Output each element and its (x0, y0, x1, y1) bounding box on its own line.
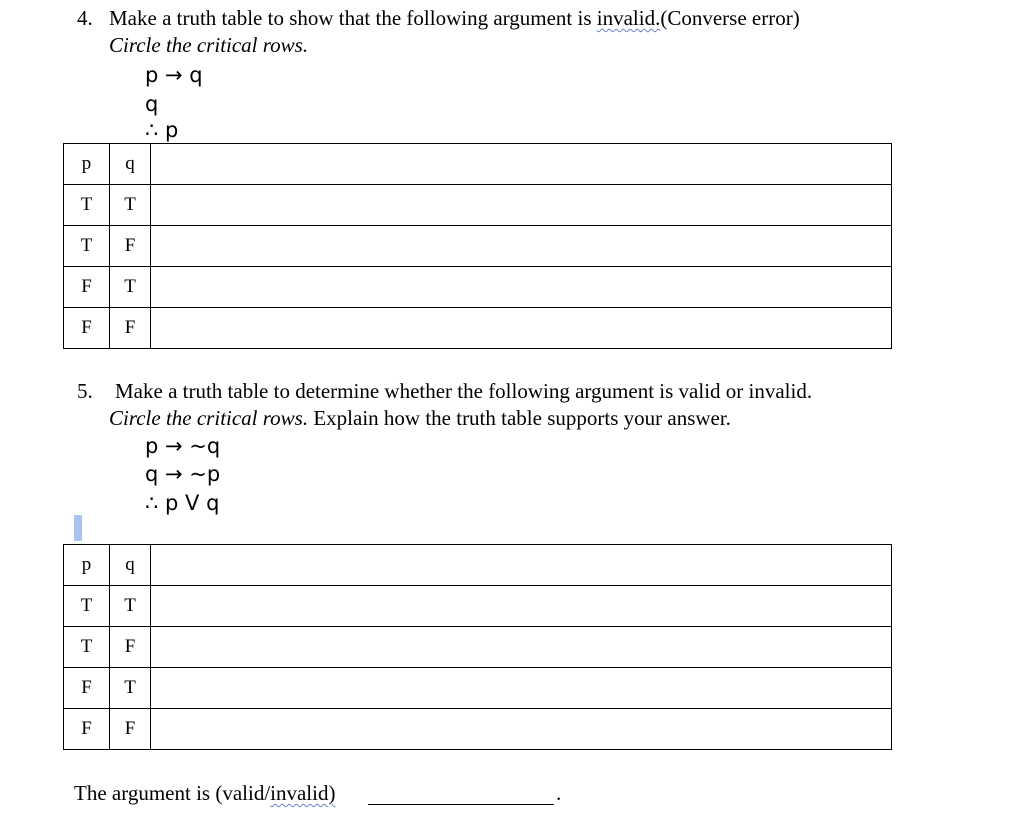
cell-p: F (64, 267, 110, 308)
q4-question-text: Make a truth table to show that the following argument is (109, 6, 597, 30)
table-row (64, 586, 892, 627)
q5-conclusion: ∴ p V q (145, 491, 220, 515)
header-cell-p: p (64, 144, 110, 185)
q5-question-text: Make a truth table to determine whether the following argument is valid or invalid. (115, 379, 813, 403)
table-header-row (64, 545, 892, 586)
header-cell-work[interactable] (151, 545, 892, 586)
table-row (64, 267, 892, 308)
cell-work[interactable] (151, 668, 892, 709)
cell-q: F (110, 226, 151, 267)
header-cell-work[interactable] (151, 144, 892, 185)
q4-number: 4. (77, 6, 93, 30)
header-cell-p: p (64, 545, 110, 586)
q4-conclusion: ∴ p (145, 118, 179, 142)
cell-work[interactable] (151, 226, 892, 267)
header-cell-q: q (110, 545, 151, 586)
cell-q: T (110, 185, 151, 226)
q5-number: 5. (77, 379, 93, 403)
cell-work[interactable] (151, 267, 892, 308)
cell-p: T (64, 627, 110, 668)
q4-question-suffix: (Converse error) (660, 6, 800, 30)
cell-q: T (110, 586, 151, 627)
table-row (64, 185, 892, 226)
answer-lead: The argument is (valid/ (74, 781, 271, 805)
answer-period: . (556, 781, 562, 805)
q4-premise-2: q (145, 92, 159, 116)
table-row (64, 668, 892, 709)
answer-marked-word: invalid) (270, 781, 336, 805)
q4-instruction: Circle the critical rows. (109, 33, 309, 57)
table-header-row (64, 144, 892, 185)
table-row (64, 627, 892, 668)
cell-p: F (64, 709, 110, 750)
q5-premise-1: p → ~q (145, 434, 221, 458)
cell-p: T (64, 185, 110, 226)
q5-instruction-line (109, 406, 731, 430)
cell-work[interactable] (151, 308, 892, 349)
cell-q: T (110, 267, 151, 308)
truth-table-q4 (63, 143, 892, 349)
answer-line (74, 781, 335, 805)
cell-q: T (110, 668, 151, 709)
header-cell-q: q (110, 144, 151, 185)
cell-q: F (110, 308, 151, 349)
q5-instruction-rest: Explain how the truth table supports your answer. (308, 406, 731, 430)
cell-work[interactable] (151, 627, 892, 668)
q5-premise-2: q → ~p (145, 462, 221, 486)
q4-question-line (109, 6, 800, 30)
cell-work[interactable] (151, 586, 892, 627)
cell-p: T (64, 226, 110, 267)
table-row (64, 709, 892, 750)
cell-p: T (64, 586, 110, 627)
cell-p: F (64, 668, 110, 709)
table-row (64, 308, 892, 349)
q4-premise-1: p → q (145, 63, 203, 87)
truth-table-q5 (63, 544, 892, 750)
q5-instruction-italic: Circle the critical rows. (109, 406, 309, 430)
cell-work[interactable] (151, 185, 892, 226)
cell-p: F (64, 308, 110, 349)
table-row (64, 226, 892, 267)
q4-marked-word: invalid. (596, 6, 661, 30)
cell-work[interactable] (151, 709, 892, 750)
cell-q: F (110, 709, 151, 750)
cell-q: F (110, 627, 151, 668)
answer-blank[interactable] (368, 804, 554, 805)
text-cursor-marker (74, 515, 82, 541)
